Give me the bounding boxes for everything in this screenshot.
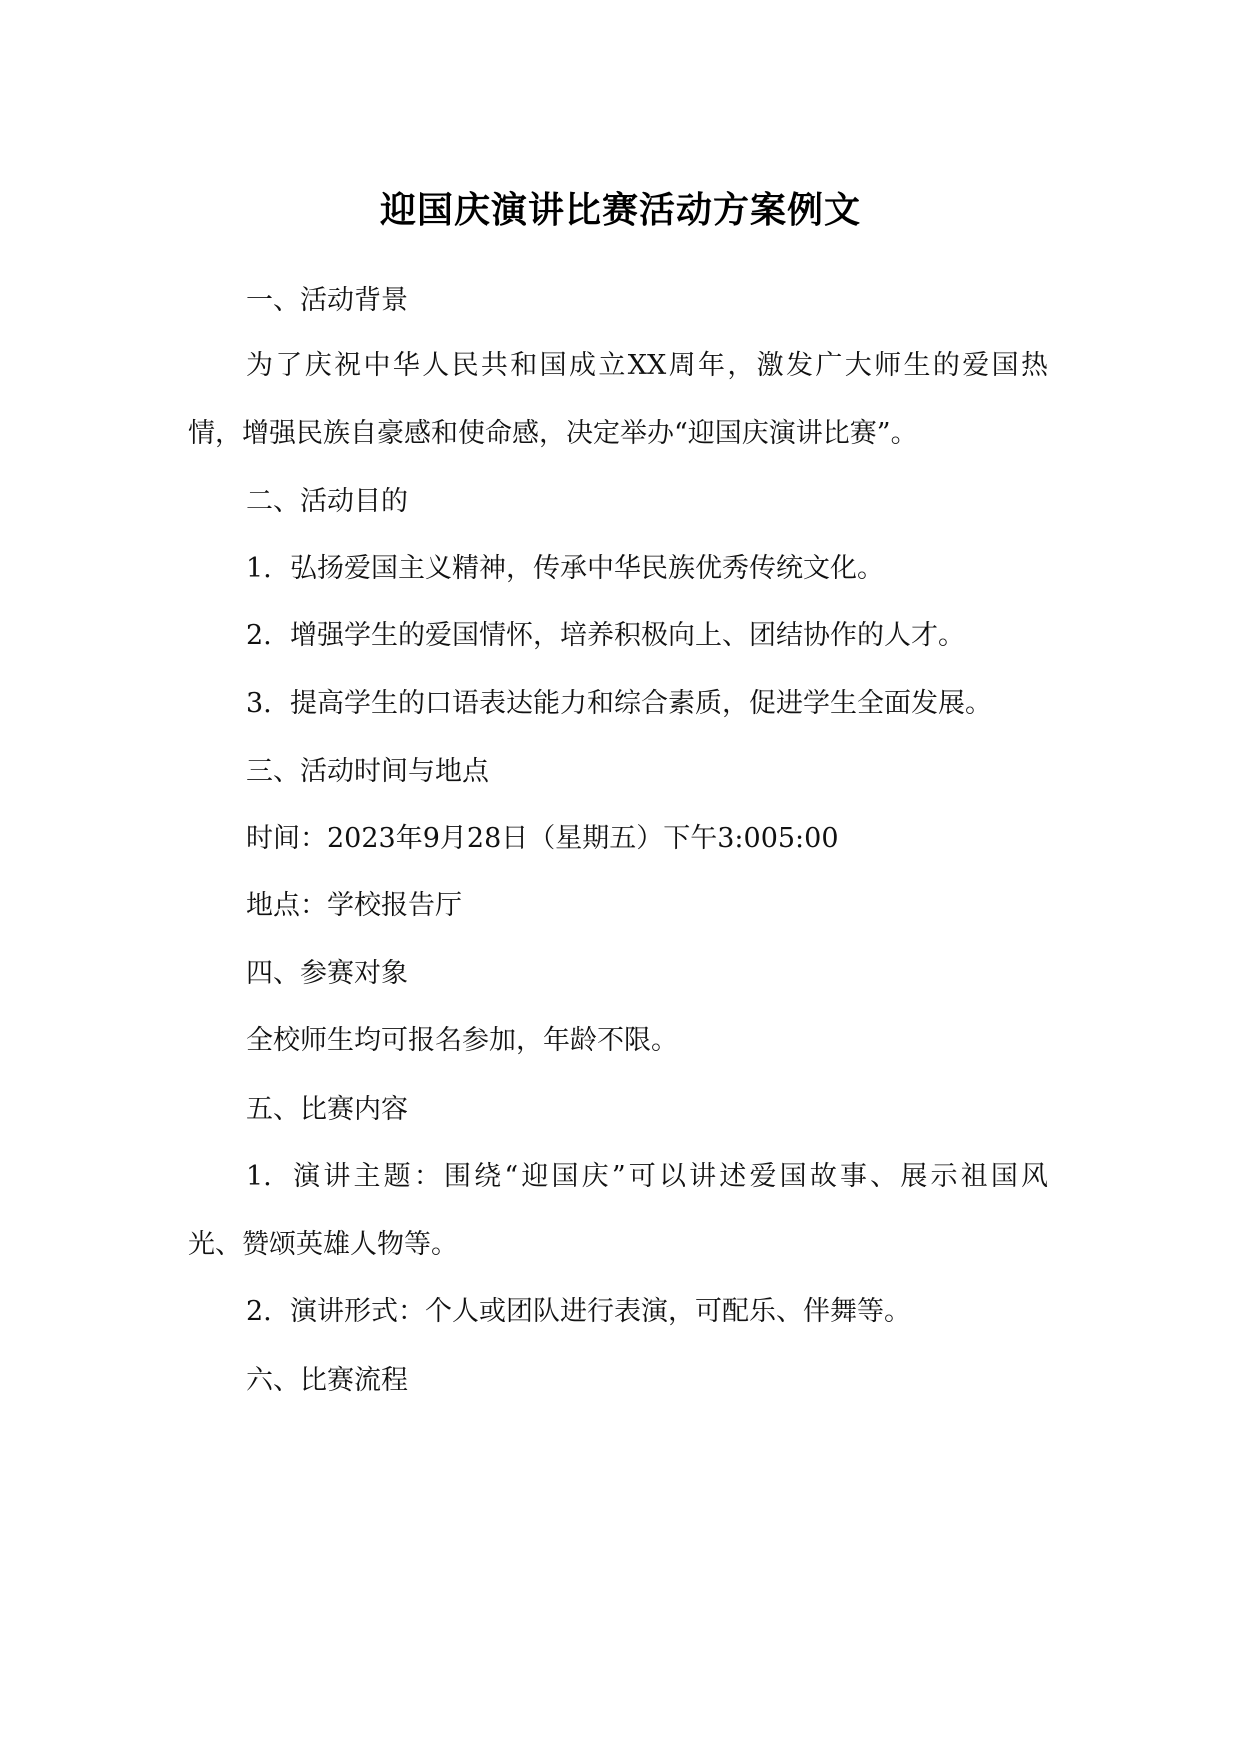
event-time: 时间：2023年9月28日（星期五）下午3:005:00 — [246, 823, 839, 854]
list-item — [246, 616, 965, 656]
list-item — [246, 549, 884, 589]
list-item — [246, 1157, 1048, 1197]
section-heading-background: 一、活动背景 — [246, 285, 408, 316]
section-heading-content: 五、比赛内容 — [246, 1094, 408, 1125]
participants-text: 全校师生均可报名参加，年龄不限。 — [246, 1025, 678, 1056]
section-heading-participants: 四、参赛对象 — [246, 958, 408, 989]
list-item-number: 3. — [246, 688, 272, 719]
list-item — [246, 684, 992, 724]
paragraph-line: 为了庆祝中华人民共和国成立XX周年，激发广大师生的爱国热 — [246, 350, 1048, 381]
document-title: 迎国庆演讲比赛活动方案例文 — [379, 190, 861, 231]
paragraph-line: 光、赞颂英雄人物等。 — [188, 1229, 458, 1260]
section-heading-process: 六、比赛流程 — [246, 1365, 408, 1396]
paragraph-line: 情，增强民族自豪感和使命感，决定举办“迎国庆演讲比赛”。 — [188, 418, 918, 449]
event-place: 地点：学校报告厅 — [246, 890, 462, 921]
list-item-text: 演讲主题：围绕“迎国庆”可以讲述爱国故事、展示祖国风 — [290, 1161, 1048, 1192]
list-item-number: 1. — [246, 553, 272, 584]
list-item-text: 增强学生的爱国情怀，培养积极向上、团结协作的人才。 — [290, 620, 965, 651]
section-heading-purpose: 二、活动目的 — [246, 486, 408, 517]
list-item-number: 1. — [246, 1161, 272, 1192]
list-item-number: 2. — [246, 620, 272, 651]
list-item — [246, 1292, 911, 1332]
list-item-text: 弘扬爱国主义精神，传承中华民族优秀传统文化。 — [290, 553, 884, 584]
list-item-number: 2. — [246, 1296, 272, 1327]
list-item-text: 提高学生的口语表达能力和综合素质，促进学生全面发展。 — [290, 688, 992, 719]
section-heading-time-place: 三、活动时间与地点 — [246, 756, 489, 787]
list-item-text: 演讲形式：个人或团队进行表演，可配乐、伴舞等。 — [290, 1296, 911, 1327]
